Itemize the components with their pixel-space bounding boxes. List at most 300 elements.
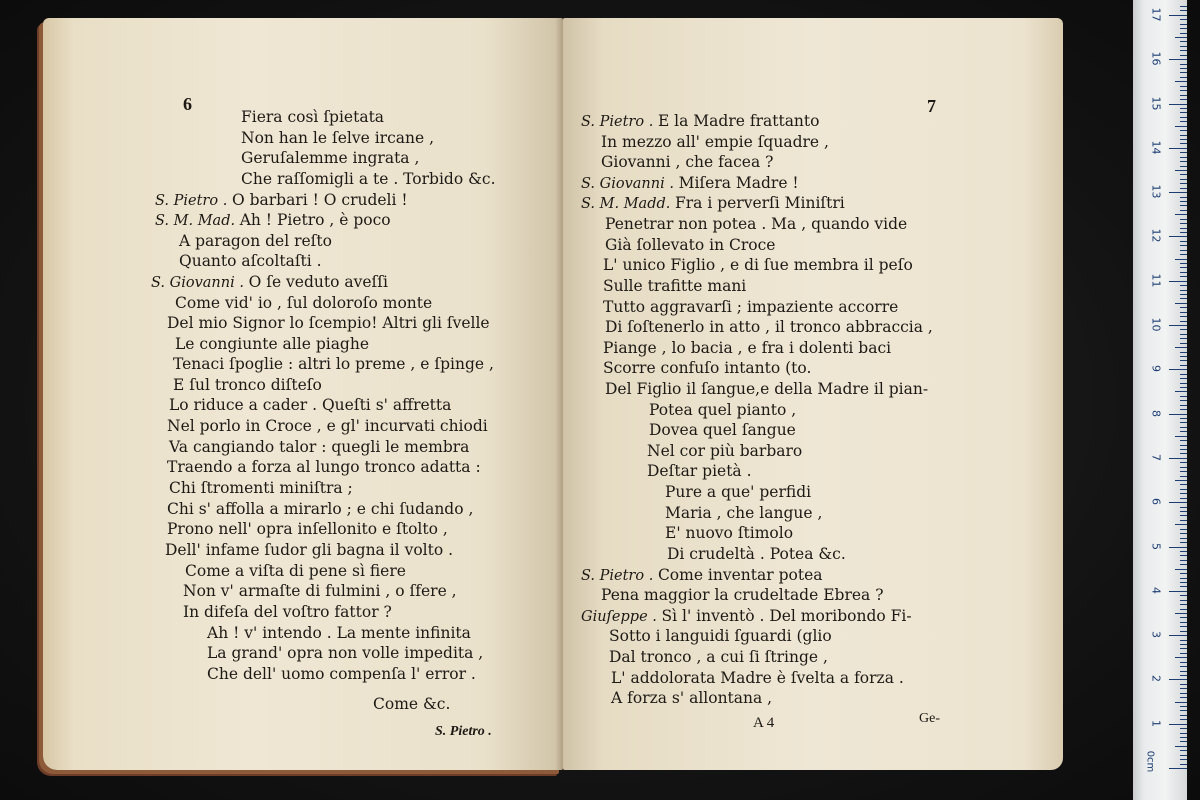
ruler-number: 5 [1149, 542, 1163, 550]
ruler-number: 17 [1149, 7, 1163, 22]
ruler-tick [1180, 290, 1187, 291]
ruler-tick [1180, 538, 1187, 539]
ruler-tick [1175, 569, 1187, 570]
verse-text: Scorre confuſo intanto (to. [603, 359, 812, 377]
verse-text: Come inventar potea [657, 566, 823, 584]
ruler-number: 10 [1149, 317, 1163, 332]
ruler-tick [1169, 547, 1187, 548]
ruler-tick [1180, 511, 1187, 512]
ruler-tick [1180, 197, 1187, 198]
ruler-tick [1180, 445, 1187, 446]
ruler-tick [1180, 631, 1187, 632]
ruler-tick [1180, 719, 1187, 720]
right-page [563, 18, 1063, 770]
ruler-tick [1175, 81, 1187, 82]
ruler-tick [1180, 396, 1187, 397]
ruler-tick [1180, 515, 1187, 516]
catchword: S. Pietro . [435, 724, 492, 739]
verse-text: La grand' opra non volle impedita , [207, 644, 484, 662]
verse-text: In difeſa del voſtro fattor ? [183, 603, 392, 621]
ruler-tick [1180, 378, 1187, 379]
ruler-tick [1175, 391, 1187, 392]
ruler-tick [1175, 480, 1187, 481]
verse-text: Va cangiando talor : quegli le membra [169, 438, 470, 456]
ruler-tick [1180, 338, 1187, 339]
verse-text: Già ſollevato in Croce [605, 236, 776, 254]
verse-text: Fiera così ſpietata [241, 108, 385, 126]
ruler-tick [1180, 551, 1187, 552]
ruler-tick [1175, 436, 1187, 437]
ruler-tick [1180, 706, 1187, 707]
ruler-tick [1180, 179, 1187, 180]
verse-text: A paragon del reſto [179, 232, 332, 250]
ruler-tick [1180, 449, 1187, 450]
ruler-tick [1180, 139, 1187, 140]
ruler-tick [1180, 6, 1187, 7]
ruler-tick [1169, 15, 1187, 16]
ruler-tick [1180, 46, 1187, 47]
text-line [173, 376, 322, 394]
ruler-number: 11 [1149, 273, 1163, 288]
ruler-tick [1180, 626, 1187, 627]
ruler-tick [1169, 768, 1187, 769]
ruler-tick [1180, 201, 1187, 202]
page-number: 6 [183, 94, 192, 114]
ruler-unit-label: 0cm [1144, 750, 1156, 773]
ruler-tick [1180, 219, 1187, 220]
ruler-tick [1180, 72, 1187, 73]
verse-text: Deſtar pietà . [647, 462, 752, 480]
ruler-tick [1180, 316, 1187, 317]
ruler-tick [1180, 334, 1187, 335]
verse-text: E ſul tronco diſteſo [173, 376, 322, 394]
ruler-tick [1180, 41, 1187, 42]
verse-text: Fra i perverſi Miniſtri [674, 194, 845, 212]
ruler-tick [1180, 245, 1187, 246]
speaker-name: S. M. Mad. [155, 213, 240, 229]
ruler-tick [1180, 250, 1187, 251]
text-line [667, 545, 846, 563]
ruler-tick [1180, 68, 1187, 69]
verse-text: L' addolorata Madre è ſvelta a forza . [611, 669, 904, 687]
ruler-number: 12 [1149, 228, 1163, 243]
ruler-tick [1180, 697, 1187, 698]
ruler-tick [1180, 166, 1187, 167]
page-number: 7 [927, 96, 936, 116]
text-line [169, 396, 451, 414]
ruler-tick [1175, 303, 1187, 304]
verse-text: Miſera Madre ! [678, 174, 799, 192]
text-line [207, 644, 483, 662]
ruler-tick [1169, 59, 1187, 60]
ruler-tick [1180, 121, 1187, 122]
ruler-tick [1180, 476, 1187, 477]
ruler-tick [1180, 307, 1187, 308]
ruler-tick [1180, 360, 1187, 361]
text-line [167, 314, 490, 332]
ruler-tick [1169, 502, 1187, 503]
ruler-tick [1169, 458, 1187, 459]
ruler-tick [1180, 542, 1187, 543]
verse-text: L' unico Figlio , e di ſue membra il peſo [603, 256, 913, 274]
verse-text: Chi ſtromenti miniſtra ; [169, 479, 353, 497]
text-line [603, 359, 811, 377]
ruler-tick [1169, 635, 1187, 636]
ruler-tick [1180, 520, 1187, 521]
ruler-tick [1169, 236, 1187, 237]
ruler-tick [1180, 50, 1187, 51]
verse-text: Dell' infame ſudor gli bagna il volto . [165, 541, 454, 559]
ruler-tick [1180, 205, 1187, 206]
text-line [167, 520, 448, 538]
ruler-tick [1180, 733, 1187, 734]
speaker-name: S. Giovanni . [581, 176, 679, 192]
ruler-tick [1180, 223, 1187, 224]
ruler-tick [1180, 617, 1187, 618]
text-line [167, 417, 488, 435]
ruler-tick [1180, 737, 1187, 738]
text-line [169, 479, 353, 497]
verse-text: Sulle trafitte mani [603, 277, 747, 295]
ruler-tick [1180, 64, 1187, 65]
ruler-tick [1175, 126, 1187, 127]
signature-mark: A 4 [753, 715, 775, 731]
ruler-tick [1180, 662, 1187, 663]
ruler-tick [1180, 560, 1187, 561]
text-line [167, 500, 473, 518]
ruler-tick [1180, 108, 1187, 109]
ruler-tick [1169, 325, 1187, 326]
ruler-tick [1175, 214, 1187, 215]
ruler-tick [1180, 507, 1187, 508]
text-line [605, 215, 907, 233]
ruler-tick [1180, 210, 1187, 211]
ruler-tick [1180, 263, 1187, 264]
text-line [601, 586, 884, 604]
text-line [185, 562, 406, 580]
ruler-tick [1169, 591, 1187, 592]
ruler-tick [1169, 369, 1187, 370]
ruler-tick [1180, 666, 1187, 667]
verse-text: Dal tronco , a cui ſi ſtringe , [609, 648, 828, 666]
text-line [609, 627, 832, 645]
verse-text: Non han le ſelve ircane , [241, 129, 435, 147]
ruler-number: 16 [1149, 51, 1163, 66]
ruler-tick [1180, 33, 1187, 34]
ruler-tick [1169, 724, 1187, 725]
text-line [581, 566, 822, 585]
ruler-tick [1169, 281, 1187, 282]
ruler-tick [1180, 648, 1187, 649]
speaker-name: Giuſeppe . [581, 609, 662, 625]
text-line [241, 149, 419, 167]
ruler-tick [1180, 462, 1187, 463]
ruler-tick [1180, 90, 1187, 91]
verse-text: Potea quel pianto , [649, 401, 797, 419]
verse-text: Di ſoſtenerlo in atto , il tronco abbraccia , [605, 318, 933, 336]
verse-text: Pure a que' perfidi [665, 483, 812, 501]
ruler-tick [1180, 684, 1187, 685]
ruler-number: 9 [1149, 365, 1163, 373]
ruler-tick [1180, 586, 1187, 587]
ruler-tick [1180, 383, 1187, 384]
ruler-tick [1180, 112, 1187, 113]
verse-text: Quanto aſcoltaſti . [179, 252, 322, 270]
verse-text: Ah ! Pietro , è poco [239, 211, 391, 229]
ruler-tick [1175, 347, 1187, 348]
verse-text: E la Madre frattanto [657, 112, 820, 130]
ruler-tick [1180, 467, 1187, 468]
text-line [155, 191, 408, 210]
ruler-tick [1180, 298, 1187, 299]
text-line [183, 582, 457, 600]
ruler-tick [1180, 755, 1187, 756]
ruler-tick [1180, 440, 1187, 441]
ruler-number: 14 [1149, 140, 1163, 155]
ruler-tick [1180, 489, 1187, 490]
ruler-tick [1169, 104, 1187, 105]
ruler-tick [1180, 573, 1187, 574]
ruler-tick [1180, 750, 1187, 751]
speaker-name: S. Pietro . [581, 568, 658, 584]
text-line [601, 153, 773, 171]
ruler-tick [1180, 241, 1187, 242]
verse-text: Pena maggior la crudeltade Ebrea ? [601, 586, 884, 604]
ruler-number: 3 [1149, 631, 1163, 639]
ruler-tick [1180, 232, 1187, 233]
text-line [241, 108, 384, 126]
ruler-tick [1180, 759, 1187, 760]
ruler-tick [1180, 365, 1187, 366]
ruler-tick [1175, 613, 1187, 614]
ruler-tick [1180, 77, 1187, 78]
ruler-tick [1169, 679, 1187, 680]
ruler-tick [1180, 533, 1187, 534]
ruler-tick [1180, 418, 1187, 419]
text-line [173, 355, 494, 373]
verse-text: Lo riduce a cader . Queſti s' affretta [169, 396, 452, 414]
verse-text: Prono nell' opra inſellonito e ſtolto , [167, 520, 448, 538]
ruler-tick [1180, 321, 1187, 322]
ruler-tick [1180, 675, 1187, 676]
verse-text: Traendo a forza al lungo tronco adatta : [167, 458, 481, 476]
ruler-tick [1180, 764, 1187, 765]
ruler-tick [1180, 555, 1187, 556]
text-line [665, 504, 822, 522]
ruler-tick [1180, 152, 1187, 153]
ruler-tick [1180, 715, 1187, 716]
speaker-name: S. M. Madd. [581, 196, 675, 212]
ruler-tick [1180, 471, 1187, 472]
verse-text: Del mio Signor lo ſcempio! Altri gli ſvelle [167, 314, 490, 332]
text-line [611, 689, 772, 707]
ruler-tick [1180, 741, 1187, 742]
verse-text: Come a viſta di pene sì fiere [185, 562, 406, 580]
ruler-tick [1180, 529, 1187, 530]
ruler-tick [1180, 609, 1187, 610]
ruler-tick [1180, 498, 1187, 499]
text-line [605, 380, 928, 398]
text-line [603, 298, 898, 316]
verse-text: Nel cor più barbaro [647, 442, 803, 460]
text-line [665, 524, 793, 542]
speaker-name: S. Pietro . [155, 193, 232, 209]
verse-text: Dovea quel ſangue [649, 421, 796, 439]
verse-text: Tutto aggravarſi ; impaziente accorre [603, 298, 899, 316]
verse-text: Le congiunte alle piaghe [175, 335, 370, 353]
ruler-tick [1180, 604, 1187, 605]
verse-text: Non v' armaſte di fulmini , o ſfere , [183, 582, 457, 600]
ruler-tick [1180, 55, 1187, 56]
ruler-tick [1180, 671, 1187, 672]
catchword: Ge- [919, 711, 940, 726]
text-line [179, 232, 332, 250]
text-line [167, 458, 481, 476]
text-line [647, 442, 802, 460]
ruler-tick [1180, 329, 1187, 330]
ruler-tick [1180, 688, 1187, 689]
ruler-tick [1180, 409, 1187, 410]
ruler-tick [1180, 188, 1187, 189]
ruler-tick [1180, 28, 1187, 29]
ruler-tick [1180, 117, 1187, 118]
ruler-number: 13 [1149, 184, 1163, 199]
verse-text: Come vid' io , ſul doloroſo monte [175, 294, 433, 312]
ruler-tick [1180, 19, 1187, 20]
ruler-tick [1180, 387, 1187, 388]
ruler-tick [1180, 644, 1187, 645]
ruler-tick [1180, 595, 1187, 596]
speaker-name: S. Pietro . [581, 114, 658, 130]
ruler-tick [1180, 228, 1187, 229]
ruler-tick [1180, 99, 1187, 100]
ruler-tick [1180, 285, 1187, 286]
ruler-tick [1175, 746, 1187, 747]
ruler-number: 15 [1149, 96, 1163, 110]
ruler-tick [1180, 693, 1187, 694]
verse-text: Geruſalemme ingrata , [241, 149, 420, 167]
text-line [603, 339, 891, 357]
verse-text: Chi s' affolla a mirarlo ; e chi ſudando , [167, 500, 474, 518]
ruler-tick [1180, 183, 1187, 184]
ruler-tick [1180, 174, 1187, 175]
ruler-tick [1180, 622, 1187, 623]
ruler-tick [1180, 95, 1187, 96]
verse-text: In mezzo all' empie ſquadre , [601, 133, 829, 151]
verse-text: Che dell' uomo compenſa l' error . [207, 665, 476, 683]
ruler-tick [1169, 414, 1187, 415]
text-line [179, 252, 322, 270]
ruler-tick [1180, 267, 1187, 268]
text-line [207, 665, 476, 683]
ruler-tick [1180, 161, 1187, 162]
ruler-tick [1180, 254, 1187, 255]
ruler-tick [1180, 24, 1187, 25]
ruler-number: 4 [1149, 586, 1163, 594]
ruler-tick [1180, 582, 1187, 583]
verse-text: Penetrar non potea . Ma , quando vide [605, 215, 908, 233]
ruler-tick [1180, 86, 1187, 87]
ruler-tick [1175, 524, 1187, 525]
ruler-tick [1180, 272, 1187, 273]
text-line [175, 294, 432, 312]
verse-text: E' nuovo ſtimolo [665, 524, 794, 542]
verse-text: Sì l' inventò . Del moribondo Fi- [661, 607, 912, 625]
ruler-tick [1180, 312, 1187, 313]
text-line [649, 421, 796, 439]
ruler-tick [1180, 356, 1187, 357]
verse-text: Tenaci ſpoglie : altri lo preme , e ſpinge , [173, 355, 494, 373]
text-line [241, 170, 496, 188]
ruler-tick [1180, 343, 1187, 344]
text-line [373, 695, 450, 713]
ruler-tick [1180, 130, 1187, 131]
ruler-tick [1180, 157, 1187, 158]
text-line [581, 112, 819, 131]
ruler-tick [1175, 702, 1187, 703]
text-line [649, 401, 796, 419]
text-line [647, 462, 752, 480]
ruler-tick [1175, 259, 1187, 260]
ruler-tick [1180, 276, 1187, 277]
speaker-name: S. Giovanni . [151, 275, 249, 291]
ruler-tick [1180, 653, 1187, 654]
ruler-tick [1180, 135, 1187, 136]
text-line [241, 129, 434, 147]
verse-text: Maria , che langue , [665, 504, 823, 522]
text-line [581, 607, 912, 626]
text-line [183, 603, 392, 621]
ruler-tick [1169, 192, 1187, 193]
text-line [601, 133, 829, 151]
text-line [603, 256, 913, 274]
verse-text: Piange , lo bacia , e fra i dolenti baci [603, 339, 892, 357]
ruler-tick [1180, 710, 1187, 711]
verse-text: A forza s' allontana , [611, 689, 773, 707]
ruler-tick [1180, 10, 1187, 11]
ruler-tick [1169, 148, 1187, 149]
text-line [609, 648, 828, 666]
ruler-tick [1180, 453, 1187, 454]
text-line [169, 438, 469, 456]
text-line [155, 211, 391, 230]
ruler-tick [1180, 728, 1187, 729]
ruler-tick [1175, 170, 1187, 171]
ruler-number: 6 [1149, 498, 1163, 506]
verse-text: Di crudeltà . Potea &c. [667, 545, 846, 563]
ruler-tick [1180, 600, 1187, 601]
verse-text: Ah ! v' intendo . La mente infinita [207, 624, 471, 642]
ruler-tick [1175, 657, 1187, 658]
ruler-tick [1180, 640, 1187, 641]
ruler-tick [1180, 578, 1187, 579]
verse-text: Del Figlio il ſangue,e della Madre il pian- [605, 380, 929, 398]
verse-text: Come &c. [373, 695, 451, 713]
ruler-number: 1 [1149, 719, 1163, 727]
ruler-tick [1180, 427, 1187, 428]
ruler-tick [1180, 400, 1187, 401]
verse-text: Che raſſomigli a te . Torbido &c. [241, 170, 496, 188]
ruler-tick [1180, 431, 1187, 432]
ruler-tick [1180, 564, 1187, 565]
ruler-number: 2 [1149, 675, 1163, 683]
text-line [665, 483, 811, 501]
text-line [611, 669, 904, 687]
left-page [43, 18, 563, 770]
text-line [151, 273, 388, 292]
text-line [207, 624, 471, 642]
ruler-tick [1180, 405, 1187, 406]
